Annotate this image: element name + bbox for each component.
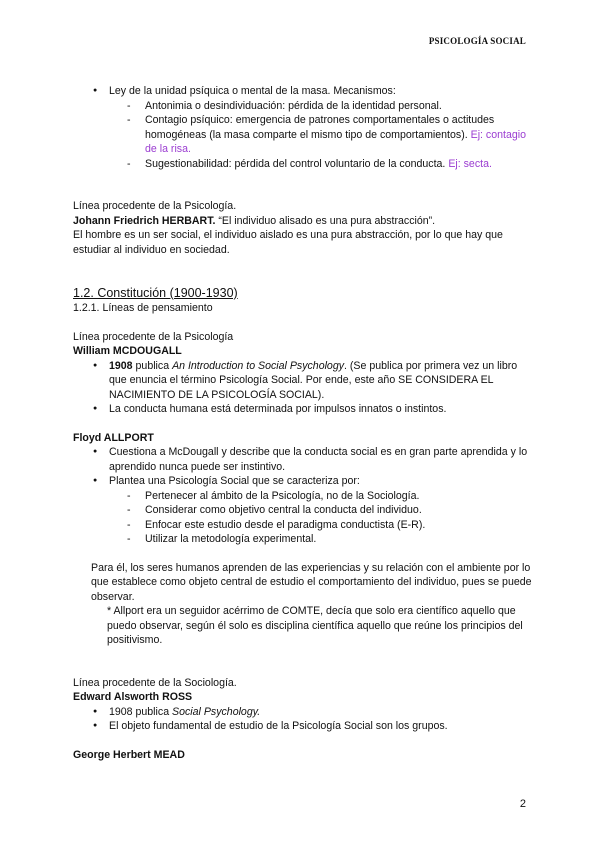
list-item: - Considerar como objetivo central la conducta del individuo. xyxy=(145,503,533,518)
list-item: - Enfocar este estudio desde el paradigma conductista (E-R). xyxy=(145,518,533,533)
line-label: Línea procedente de la Sociología. xyxy=(73,676,237,689)
year: 1908 xyxy=(109,359,133,372)
author-name: Johann Friedrich HERBART. xyxy=(73,214,216,227)
allport-list xyxy=(73,445,533,547)
page-content xyxy=(73,84,533,762)
list-item xyxy=(145,157,533,172)
page-number: 2 xyxy=(519,798,526,810)
list-item xyxy=(109,359,533,403)
running-header: PSICOLOGÍA SOCIAL xyxy=(428,36,526,46)
item-text: La conducta humana está determinada por impulsos innatos o instintos. xyxy=(109,403,447,415)
bullet-text: Ley de la unidad psíquica o mental de la masa. Mecanismos: xyxy=(109,85,396,97)
item-text: El objeto fundamental de estudio de la Psicología Social son los grupos. xyxy=(109,720,448,732)
list-item xyxy=(109,445,533,474)
line-label: Línea procedente de la Psicología xyxy=(73,330,234,343)
herbart-paragraph xyxy=(73,214,533,229)
line-label: Línea procedente de la Psicología. xyxy=(73,200,237,212)
quote: “El individuo alisado es una pura abstracción”. xyxy=(218,214,436,227)
list-item: - Utilizar la metodología experimental. xyxy=(145,532,533,547)
mechanism-sublist xyxy=(109,99,533,172)
author-name: William MCDOUGALL xyxy=(73,345,182,357)
item-text: Plantea una Psicología Social que se caracteriza por: xyxy=(109,475,360,487)
section-heading: 1.2. Constitución (1900-1930) xyxy=(73,286,238,300)
footnote: * Allport era un seguidor acérrimo de COMTE, decía que solo era científico aquello que puedo observar, según él solo es disciplina científica aquello que reúne los principios del positivismo. xyxy=(107,605,523,646)
ross-list xyxy=(73,705,533,734)
list-item xyxy=(145,113,533,157)
book-title: An Introduction to Social Psychology xyxy=(172,359,345,372)
item-text: 1908 publica xyxy=(109,705,170,718)
item-text: Contagio psíquico: emergencia de patrones comportamentales o actitudes homogéneas (la masa comparte el mismo tipo de comportamientos). xyxy=(145,114,495,141)
author-name: George Herbert MEAD xyxy=(73,748,185,761)
example-text: Ej: secta. xyxy=(448,157,492,170)
mechanisms-list xyxy=(73,84,533,171)
author-name: Floyd ALLPORT xyxy=(73,431,154,444)
item-text: Sugestionabilidad: pérdida del control voluntario de la conducta. xyxy=(145,157,446,170)
author-name: Edward Alsworth ROSS xyxy=(73,691,193,703)
list-item xyxy=(109,719,533,734)
list-item xyxy=(109,84,533,171)
paragraph: Para él, los seres humanos aprenden de las experiencias y su relación con el ambiente por lo que establece como objeto central de estudio el comportamiento del individuo, pues se puede observar. xyxy=(91,561,532,603)
list-item xyxy=(145,99,533,114)
list-item xyxy=(109,474,533,547)
item-text: . (Se publica por primera vez un libro que enuncia el término Psicología Social. Por ende, este año SE CONSIDERA EL NACIMIENTO DE LA PSICOLOGÍA SOCIAL). xyxy=(109,359,518,401)
example-text: Ej: contagio de la risa. xyxy=(145,128,526,155)
subsection-heading: 1.2.1. Líneas de pensamiento xyxy=(73,302,213,314)
item-text: Antonimia o desindividuación: pérdida de la identidad personal. xyxy=(145,99,442,112)
paragraph: El hombre es un ser social, el individuo aislado es una pura abstracción, por lo que hay que estudiar al individuo en sociedad. xyxy=(73,229,503,256)
book-title: Social Psychology. xyxy=(172,705,261,718)
item-text: publica xyxy=(135,359,170,372)
item-text: Cuestiona a McDougall y describe que la conducta social es en gran parte aprendida y lo aprendido nunca puede ser instintivo. xyxy=(109,446,528,473)
list-item: - Pertenecer al ámbito de la Psicología, no de la Sociología. xyxy=(145,489,533,504)
mcdougall-list xyxy=(73,359,533,417)
allport-sublist xyxy=(109,489,533,547)
list-item xyxy=(109,705,533,720)
list-item xyxy=(109,402,533,417)
